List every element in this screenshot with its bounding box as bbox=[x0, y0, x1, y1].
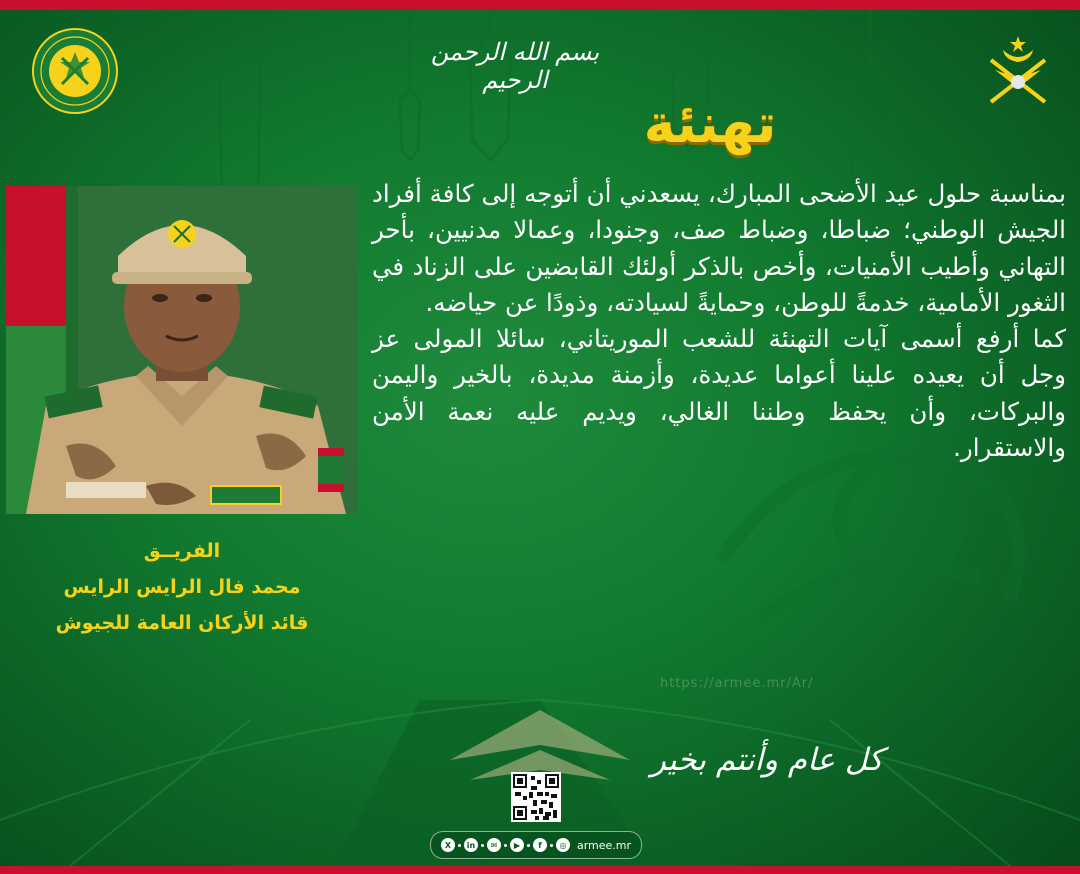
basmala-calligraphy: بسم الله الرحمن الرحيم bbox=[430, 38, 600, 94]
separator-dot bbox=[458, 844, 461, 847]
qr-code[interactable] bbox=[511, 772, 561, 822]
separator-dot bbox=[481, 844, 484, 847]
message-paragraph-2: كما أرفع أسمى آيات التهنئة للشعب الموريتاني، سائلا المولى عز وجل أن يعيده علينا أعواما عديدة، وأزمنة مديدة، بالخير واليمن والبركات، وأن يحفظ وطننا الغالي، ويديم عليه نعمة الأمن والاستقرار. bbox=[372, 324, 1066, 463]
commander-caption bbox=[6, 533, 358, 641]
star-crescent-emblem bbox=[985, 30, 1051, 110]
closing-greeting: كل عام وأنتم بخير bbox=[650, 742, 884, 778]
message-body bbox=[372, 176, 1066, 466]
commander-portrait bbox=[6, 186, 358, 514]
social-footer bbox=[430, 831, 642, 859]
message-paragraph-1: بمناسبة حلول عيد الأضحى المبارك، يسعدني أن أتوجه إلى كافة أفراد الجيش الوطني؛ ضباطا، وضباط صف، وجنودا، وعمالا مدنيين، بأحر التهاني وأطيب الأمنيات، وأخص بالذكر أولئك القابضين على الزناد في الثغور الأمامية، خدمةً للوطن، وحمايةً لسيادته، وذودًا عن حياضه. bbox=[372, 179, 1066, 317]
globe-icon[interactable]: ◎ bbox=[556, 838, 570, 852]
website-watermark: https://armee.mr/Ar/ bbox=[660, 676, 814, 691]
commander-rank: الفريــق bbox=[143, 540, 221, 562]
separator-dot bbox=[550, 844, 553, 847]
commander-position: قائد الأركان العامة للجيوش bbox=[55, 612, 309, 634]
commander-name: محمد فال الرايس الرايس bbox=[63, 576, 301, 598]
bottom-red-stripe bbox=[0, 866, 1080, 874]
linkedin-icon[interactable]: in bbox=[464, 838, 478, 852]
youtube-icon[interactable]: ▶ bbox=[510, 838, 524, 852]
separator-dot bbox=[504, 844, 507, 847]
army-emblem-logo bbox=[32, 28, 118, 114]
facebook-icon[interactable]: f bbox=[533, 838, 547, 852]
website-link[interactable]: armee.mr bbox=[576, 838, 632, 852]
page-title: تهنئة bbox=[643, 92, 777, 155]
separator-dot bbox=[527, 844, 530, 847]
email-icon[interactable]: ✉ bbox=[487, 838, 501, 852]
x-icon[interactable]: X bbox=[441, 838, 455, 852]
